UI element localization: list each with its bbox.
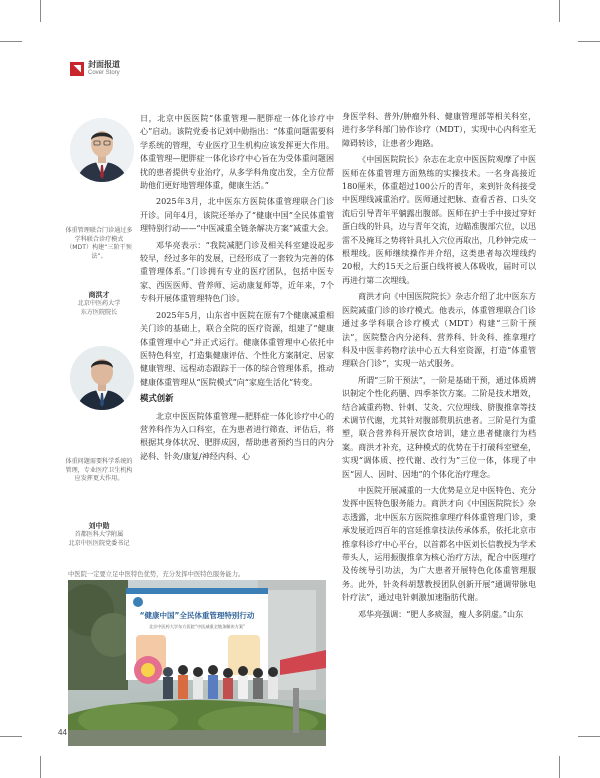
- page-number: 44: [58, 728, 67, 737]
- portrait-liu-zhongxun: [70, 346, 134, 410]
- crop-mark: [0, 41, 22, 42]
- paragraph: 身医学科、普外/肿瘤外科、健康管理部等相关科室，进行多学科部门协作诊疗（MDT），实现中心内科室无障碍转诊，让患者少跑路。: [342, 112, 536, 148]
- portrait-shang-hongcai: [70, 118, 134, 182]
- paragraph: 中医院开展减重的一大优势是立足中医特色、充分发挥中医特色服务能力。商洪才向《中国医院院长》杂志透露，北中医东方医院推拿理疗科体重管理门诊，秉承发展近四百年的宫廷推拿技法传承体系，依托北京市推拿科诊疗中心平台，以首都名中医刘长信教授为学术带头人，运用振腹推拿为核心治疗方法，配合中医理疗及传统导引功法，为广大患者开展特色化体重管理服务。此外，针灸科胡慧教授团队创新开展“通调带脉电针疗法”，通过电针刺激加速脂肪代谢。: [342, 485, 536, 603]
- article-column-1: [140, 112, 334, 466]
- paragraph: 北京中医医院体重管理—肥胖症一体化诊疗中心的营养科作为入口科室，在为患者进行筛查、评估后，将根据其身体状况、肥胖成因，帮助患者预约当日的内分泌科、针灸/康复/神经内科、心: [140, 411, 334, 461]
- crop-mark: [0, 736, 22, 737]
- banner-title: “健康中国”全民体重管理特别行动: [139, 611, 255, 620]
- event-photo: [68, 580, 326, 746]
- section-logo-icon: [70, 62, 84, 76]
- crop-mark: [559, 0, 560, 22]
- crop-mark: [40, 756, 41, 778]
- portrait-caption-2: 体重问题需要科学系统的管理，专业医疗卫生机构应发挥更大作用。: [65, 458, 133, 483]
- crop-mark: [578, 41, 600, 42]
- paragraph: 《中国医院院长》杂志在北京中医医院观摩了中医医师在体重管理方面熟练的实操技术。一名身高接近180厘米，体重超过100公斤的青年，来到针灸科接受中医理线减重治疗。医师通过把脉、查看舌苔、口头交流后引导青年平躺露出腹部。医师在护士手中接过穿好蛋白线的针具，边与青年交流，边瞄准腹部穴位，以迅雷不及掩耳之势将针具扎入穴位再取出，几秒钟完成一根埋线。医师继续操作并介绍，这类患者每次埋线约20根，大约15天之后蛋白线将被人体吸收，届时可以再进行第二次埋线。: [342, 155, 536, 285]
- paragraph: 日，北京中医医院“体重管理—肥胖症一体化诊疗中心”启动。该院党委书记刘中勋指出：“体重问题需要科学系统的管理，专业医疗卫生机构应该发挥更大作用。体重管理—肥胖症一体化诊疗中心旨在为受体重问题困扰的患者提供专业治疗，从多学科角度出发，全方位帮助他们更好地管理体重，健康生活。”: [140, 114, 334, 191]
- article-column-2: [342, 110, 536, 624]
- section-header: [70, 60, 120, 77]
- person-name-1: 商洪才: [88, 291, 110, 299]
- section-subtitle: Cover Story: [88, 70, 120, 76]
- person-name-2: 刘中勋: [88, 522, 110, 530]
- crop-mark: [40, 0, 41, 22]
- section-heading: 模式创新: [140, 393, 174, 404]
- paragraph: 2025年5月，山东省中医院在原有7个健康减重相关门诊的基础上，联合全院的医疗资源，组建了“健康体重管理中心”并正式运行。健康体重管理中心依托中医特色科室，打造集健康评估、个性化方案制定、居家健康管理、远程动态跟踪于一体的综合管理体系，推动健康体重管理从“医院模式”向“家庭生活化”转变。: [140, 310, 334, 387]
- paragraph: 邓华亮表示：“我院减肥门诊及相关科室建设起步较早，经过多年的发展，已经形成了一套较为完善的体重管理体系。”门诊拥有专业的医疗团队，包括中医专家、西医医师、营养师、运动康复师等，近年来，7个专科开展体重管理特色门诊。: [140, 240, 334, 304]
- banner-subtitle: 北京中医药大学东方医院“中医减重全链条解决方案”: [148, 624, 246, 629]
- section-title: 封面报道: [88, 60, 120, 69]
- paragraph: 2025年3月，北中医东方医院体重管理联合门诊开诊。同年4月，该院还举办了“健康中国”全民体重管理特别行动——“中医减重全链条解决方案”减重大会。: [140, 197, 334, 234]
- paragraph: 邓华亮强调：“肥人多痰湿，瘦人多阴虚。”山东: [358, 609, 524, 619]
- crop-mark: [559, 756, 560, 778]
- paragraph: 商洪才向《中国医院院长》杂志介绍了北中医东方医院减重门诊的诊疗模式。他表示，体重管理联合门诊通过多学科联合诊疗模式（MDT）构建“三阶干预法”，医院整合内分泌科、营养科、针灸科、推拿理疗科及中医非药物疗法中心五大科室资源，打造“体重管理联合门诊”，实现一站式服务。: [342, 292, 536, 369]
- crop-mark: [578, 736, 600, 737]
- portrait-caption-1: 体重管理联合门诊通过多学科联合诊疗模式（MDT）构建“三阶干预法”。: [65, 227, 133, 260]
- photo-caption: 中医院一定要立足中医特色优势，充分发挥中医特色服务能力。: [68, 571, 245, 578]
- paragraph: 所谓“三阶干预法”，一阶是基础干预，通过体质辨识制定个性化药膳、四季茶饮方案。二阶是技术增效，结合减重药物、针刺、艾灸、穴位埋线、脐腹推拿等技术调节代谢，尤其针对腹部赘肌抗患者。三阶是行为重塑，联合营养科开展饮食培训，建立患者健康行为档案。商洪才补充，这种模式的优势在于打破科室壁垒，实现“调体质、控代谢、改行为”三位一体，体现了中医“因人、因时、因地”的个体化治疗理念。: [342, 375, 536, 479]
- person-title-1: 北京中医药大学 东方医院院长: [77, 300, 121, 316]
- person-title-2: 首都医科大学附属 北京中医医院党委书记: [68, 531, 130, 547]
